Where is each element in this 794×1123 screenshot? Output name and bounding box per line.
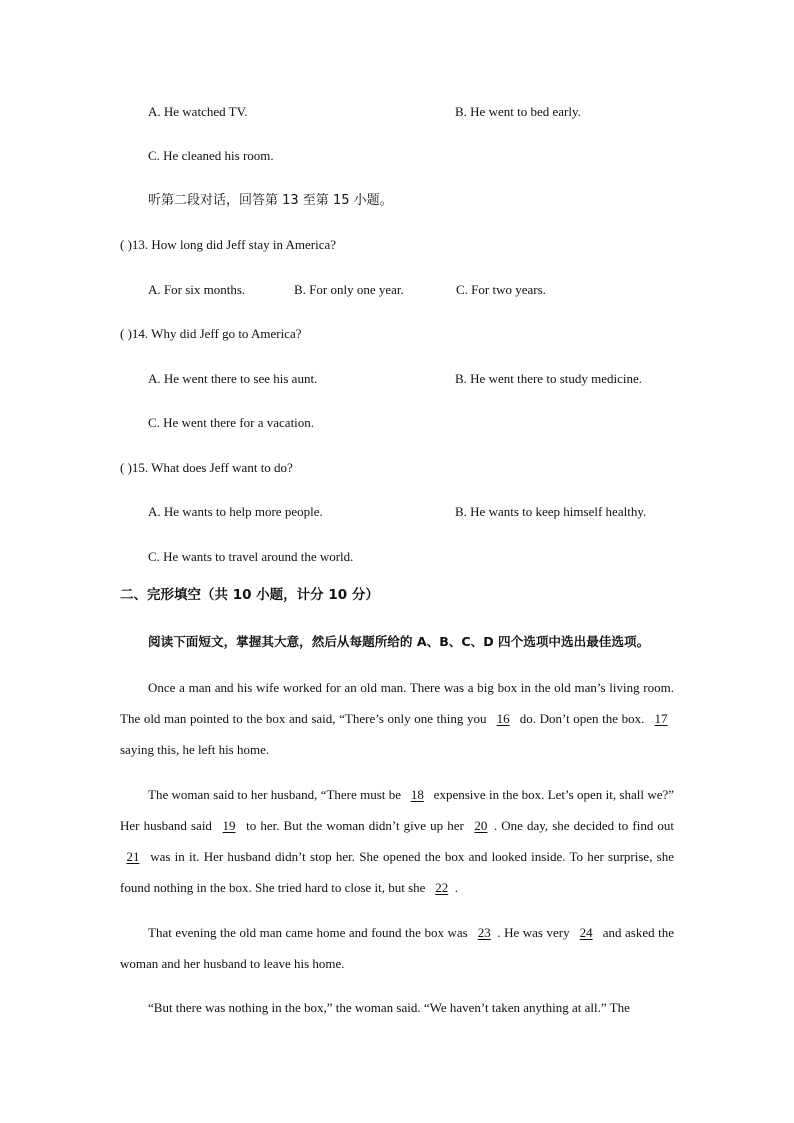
- q12-option-c: C. He cleaned his room.: [148, 148, 274, 163]
- question-text: 15. What does Jeff want to do?: [131, 460, 293, 475]
- passage-paragraph-1: Once a man and his wife worked for an old man. There was a big box in the old man’s living room. The old man pointed to the box and said, “There’s only one thing you 16 do. Don’t open the box. 17 saying this, he left his home.: [120, 680, 674, 757]
- q13-option-c: C. For two years.: [456, 282, 546, 297]
- blank-18[interactable]: 18: [410, 787, 424, 802]
- q14-option-a: A. He went there to see his aunt.: [148, 371, 318, 386]
- q14-option-c: C. He went there for a vacation.: [148, 415, 315, 430]
- q15-option-b: B. He wants to keep himself healthy.: [455, 504, 647, 519]
- q13-option-b: B. For only one year.: [294, 282, 404, 297]
- q12-option-b: B. He went to bed early.: [455, 104, 581, 119]
- question-15: [120, 460, 293, 476]
- blank-16[interactable]: 16: [496, 711, 510, 726]
- question-13: [120, 237, 336, 253]
- question-14: [120, 326, 302, 342]
- section-2-title: 二、完形填空（共 10 小题，计分 10 分）: [120, 587, 379, 603]
- q15-option-a: A. He wants to help more people.: [148, 504, 323, 519]
- dialogue-2-instruction: 听第二段对话，回答第 13 至第 15 小题。: [148, 193, 393, 208]
- section-2-instruction: 阅读下面短文，掌握其大意，然后从每题所给的 A、B、C、D 四个选项中选出最佳选项。: [148, 634, 650, 649]
- question-text: 14. Why did Jeff go to America?: [131, 326, 302, 341]
- q14-option-b: B. He went there to study medicine.: [455, 371, 643, 386]
- q15-option-c: C. He wants to travel around the world.: [148, 549, 354, 564]
- question-text: 13. How long did Jeff stay in America?: [131, 237, 337, 252]
- blank-23[interactable]: 23: [477, 925, 491, 940]
- answer-bracket[interactable]: ( ): [120, 460, 132, 475]
- passage-paragraph-4: “But there was nothing in the box,” the woman said. “We haven’t taken anything at all.” The: [148, 1000, 630, 1015]
- q12-option-a: A. He watched TV.: [148, 104, 248, 119]
- passage-paragraph-3: That evening the old man came home and found the box was 23 . He was very 24 and asked the woman and her husband to leave his home.: [120, 917, 674, 979]
- answer-bracket[interactable]: ( ): [120, 326, 132, 341]
- blank-24[interactable]: 24: [579, 925, 593, 940]
- blank-20[interactable]: 20: [474, 818, 488, 833]
- q13-option-a: A. For six months.: [148, 282, 246, 297]
- blank-21[interactable]: 21: [126, 849, 140, 864]
- passage-paragraph-2: The woman said to her husband, “There must be 18 expensive in the box. Let’s open it, shall we?” Her husband said 19 to her. But the woman didn’t give up her 20 . One day, she decided to find out 21 was in it. Her husband didn’t stop her. She opened the box and looked inside. To her surprise, she found nothing in the box. She tried hard to close it, but she 22 .: [120, 779, 674, 903]
- answer-bracket[interactable]: ( ): [120, 237, 132, 252]
- blank-19[interactable]: 19: [222, 818, 236, 833]
- blank-22[interactable]: 22: [435, 880, 449, 895]
- blank-17[interactable]: 17: [654, 711, 668, 726]
